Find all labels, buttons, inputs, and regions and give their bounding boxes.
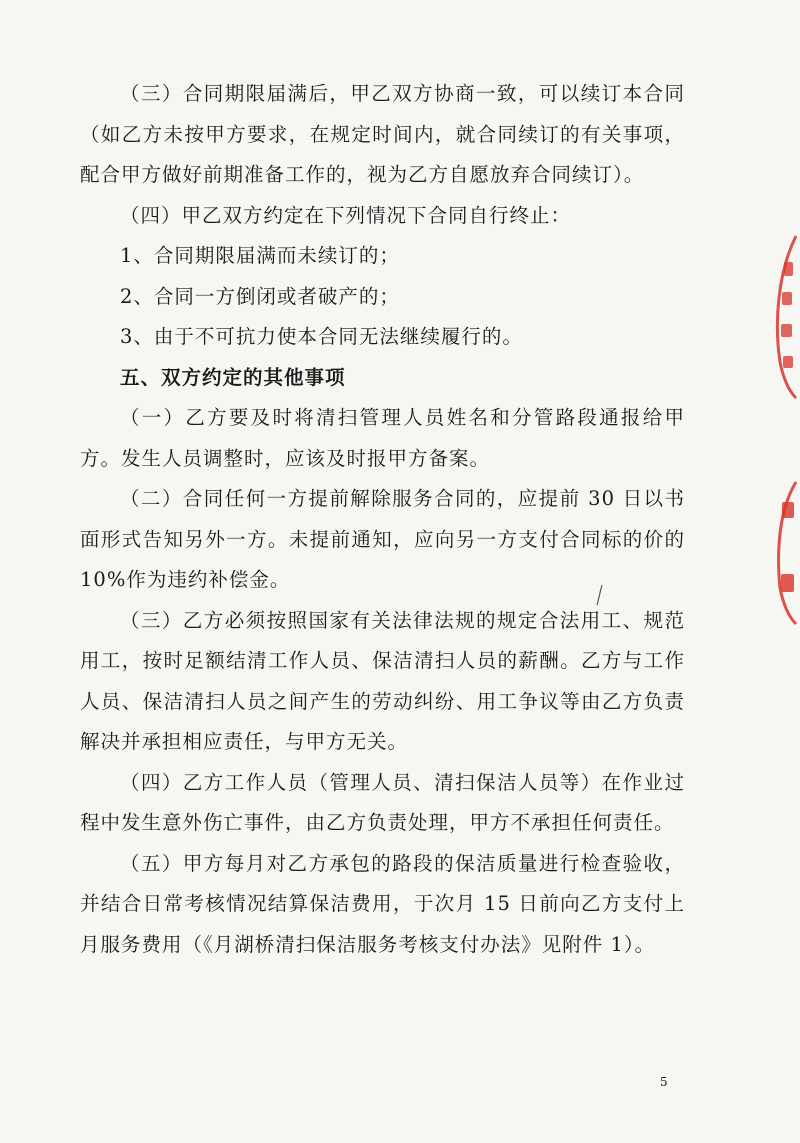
- list-item-1: 1、合同期限届满而未续订的；: [120, 244, 400, 267]
- paragraph-item-4: （四）乙方工作人员（管理人员、清扫保洁人员等）在作业过程中发生意外伤亡事件，由乙方负责处理，甲方不承担任何责任。: [80, 770, 685, 834]
- section-heading-5: 五、双方约定的其他事项: [120, 365, 346, 389]
- list-item-3: 3、由于不可抗力使本合同无法继续履行的。: [120, 325, 523, 348]
- paragraph-item-1: （一）乙方要及时将清扫管理人员姓名和分管路段通报给甲方。发生人员调整时，应该及时报甲方备案。: [80, 406, 685, 470]
- paragraph-item-5: （五）甲方每月对乙方承包的路段的保洁质量进行检查验收，并结合日常考核情况结算保洁费用，于次月 15 日前向乙方支付上月服务费用（《月湖桥清扫保洁服务考核支付办法》见附件 1）。: [80, 851, 685, 956]
- paragraph-item-2: （二）合同任何一方提前解除服务合同的，应提前 30 日以书面形式告知另外一方。未提前通知，应向另一方支付合同标的价的 10%作为违约补偿金。: [80, 487, 685, 591]
- paragraph-termination-intro: （四）甲乙双方约定在下列情况下合同自行终止：: [120, 203, 572, 227]
- paragraph-item-3: （三）乙方必须按照国家有关法律法规的规定合法用工、规范用工，按时足额结清工作人员、保洁清扫人员的薪酬。乙方与工作人员、保洁清扫人员之间产生的劳动纠纷、用工争议等由乙方负责解决并承担相应责任，与甲方无关。: [80, 608, 685, 753]
- seal-stamp-fragment-top: [766, 232, 800, 402]
- list-item-2: 2、合同一方倒闭或者破产的；: [120, 284, 400, 308]
- document-body: [80, 74, 685, 965]
- paragraph-renewal: （三）合同期限届满后，甲乙双方协商一致，可以续订本合同（如乙方未按甲方要求，在规定时间内，就合同续订的有关事项，配合甲方做好前期准备工作的，视为乙方自愿放弃合同续订）。: [80, 82, 685, 186]
- page-number: 5: [660, 1075, 668, 1089]
- pen-mark: [596, 584, 604, 606]
- seal-stamp-fragment-bottom: [766, 478, 800, 628]
